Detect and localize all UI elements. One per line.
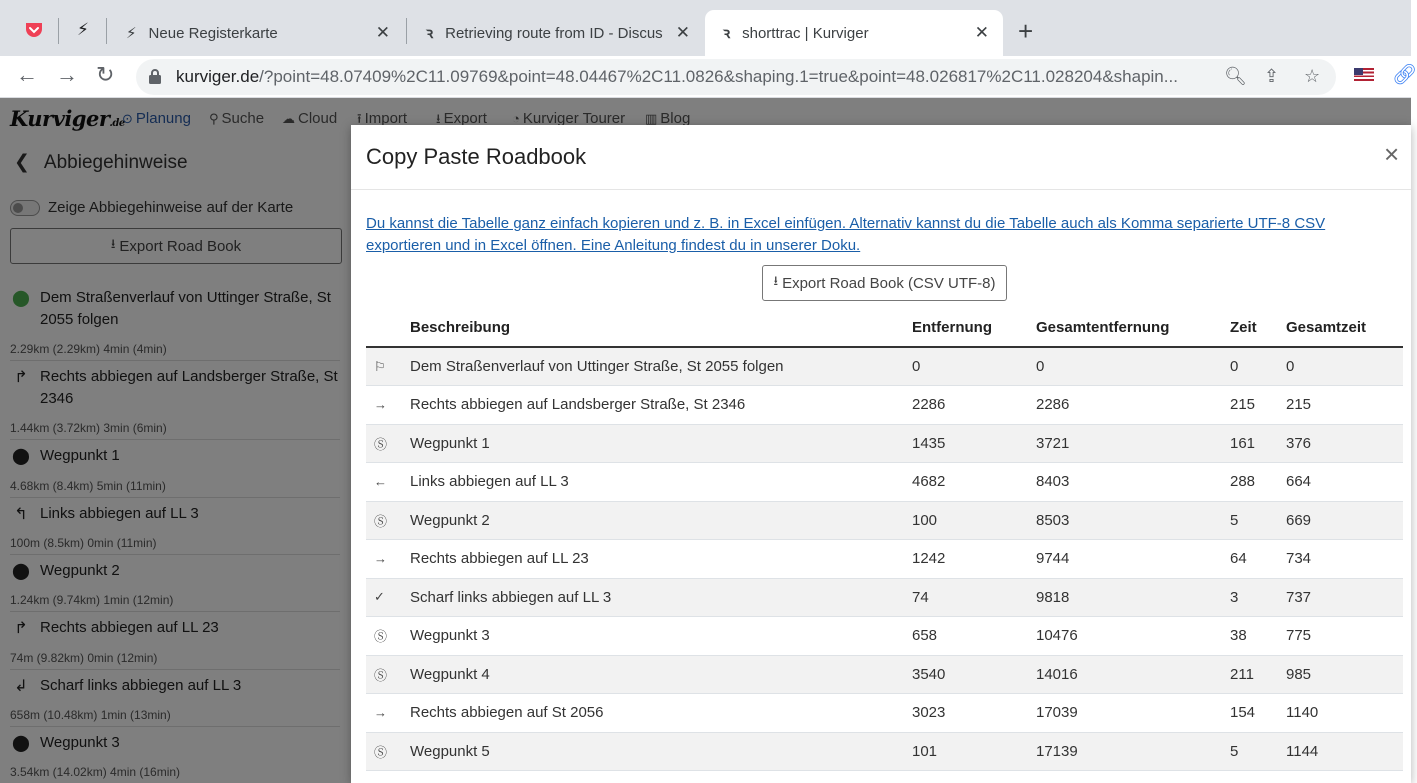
waypoint-icon: Ⓢ (366, 424, 410, 463)
cell-zeit: 38 (1230, 617, 1286, 656)
cell-entfernung: 3023 (912, 694, 1036, 733)
cell-gesamtentfernung: 9744 (1036, 540, 1230, 579)
close-icon[interactable]: ✕ (375, 23, 390, 42)
tab-title: shorttrac | Kurviger (742, 24, 869, 42)
arrow-right-icon: → (366, 386, 410, 425)
cell-beschreibung: Wegpunkt 2 (410, 501, 912, 540)
cell-gesamtzeit: 669 (1286, 501, 1403, 540)
arrow-left-icon: ← (366, 463, 410, 502)
tab-retrieving-route[interactable] (408, 10, 704, 56)
column-header-icon (366, 309, 410, 347)
waypoint-icon: Ⓢ (366, 501, 410, 540)
cell-gesamtzeit: 664 (1286, 463, 1403, 502)
cell-beschreibung: Links abbiegen auf LL 3 (410, 463, 912, 502)
table-row (366, 694, 1403, 733)
cell-gesamtzeit: 734 (1286, 540, 1403, 579)
cell-entfernung: 3540 (912, 655, 1036, 694)
reload-icon[interactable]: ↻ (96, 62, 115, 87)
cell-gesamtzeit: 775 (1286, 617, 1403, 656)
column-header-beschreibung: Beschreibung (410, 309, 912, 347)
cell-gesamtentfernung: 8403 (1036, 463, 1230, 502)
bookmark-star-icon[interactable]: ☆ (1304, 66, 1321, 86)
cell-zeit: 64 (1230, 540, 1286, 579)
table-row (366, 347, 1403, 386)
new-tab-plus-icon[interactable]: + (1018, 16, 1034, 46)
cell-zeit: 3 (1230, 578, 1286, 617)
close-icon[interactable]: ✕ (675, 23, 690, 42)
cell-entfernung: 1242 (912, 540, 1036, 579)
forward-arrow-icon[interactable]: → (56, 62, 78, 87)
cell-entfernung: 658 (912, 617, 1036, 656)
cell-zeit: 215 (1230, 386, 1286, 425)
back-arrow-icon[interactable]: ← (16, 62, 38, 87)
cell-gesamtzeit: 1140 (1286, 694, 1403, 733)
cell-gesamtzeit: 985 (1286, 655, 1403, 694)
cell-beschreibung: Rechts abbiegen auf LL 23 (410, 540, 912, 579)
table-row (366, 578, 1403, 617)
lock-icon[interactable] (148, 68, 162, 85)
cell-entfernung: 1435 (912, 424, 1036, 463)
divider (351, 189, 1411, 190)
cell-zeit: 0 (1230, 347, 1286, 386)
cell-gesamtentfernung: 17039 (1036, 694, 1230, 733)
tab-title: Retrieving route from ID - Discus (445, 24, 663, 42)
kurviger-icon: ꝛ (426, 25, 434, 42)
modal-title: Copy Paste Roadbook (366, 144, 587, 169)
omnibox[interactable] (136, 59, 1336, 95)
sharp-left-icon: ✓ (366, 578, 410, 617)
kurviger-app (0, 98, 1411, 783)
cell-gesamtentfernung: 9818 (1036, 578, 1230, 617)
browser-tab-bar (0, 0, 1411, 56)
cell-gesamtzeit: 376 (1286, 424, 1403, 463)
cell-zeit: 154 (1230, 694, 1286, 733)
cell-gesamtentfernung: 14016 (1036, 655, 1230, 694)
url-host: kurviger.de (176, 67, 260, 86)
cell-zeit: 5 (1230, 732, 1286, 771)
cell-zeit: 211 (1230, 655, 1286, 694)
table-row (366, 732, 1403, 771)
cell-zeit: 161 (1230, 424, 1286, 463)
cell-gesamtentfernung: 17139 (1036, 732, 1230, 771)
cell-gesamtzeit: 1144 (1286, 732, 1403, 771)
table-row (366, 386, 1403, 425)
tab-neue-registerkarte[interactable] (108, 10, 404, 56)
column-header-gesamtzeit: Gesamtzeit (1286, 309, 1403, 347)
share-icon[interactable]: ⇪ (1264, 66, 1280, 86)
column-header-gesamtentfernung: Gesamtentfernung (1036, 309, 1230, 347)
arrow-right-icon: → (366, 540, 410, 579)
cell-entfernung: 101 (912, 732, 1036, 771)
cell-gesamtentfernung: 10476 (1036, 617, 1230, 656)
export-csv-button[interactable] (762, 265, 1007, 301)
waypoint-icon: Ⓢ (366, 655, 410, 694)
waypoint-icon: Ⓢ (366, 732, 410, 771)
address-toolbar (0, 56, 1411, 98)
tab-title: Neue Registerkarte (148, 24, 278, 42)
cell-zeit: 5 (1230, 501, 1286, 540)
url-path: /?point=48.07409%2C11.09769&point=48.04467%2C11.0826&shaping.1=true&point=48.026817%2C11.028204&shapin... (259, 67, 1178, 86)
url-text[interactable] (176, 67, 1206, 87)
tab-separator (106, 18, 107, 44)
table-row (366, 463, 1403, 502)
lightning-icon: ⚡ (126, 25, 137, 42)
cell-beschreibung: Dem Straßenverlauf von Uttinger Straße, St 2055 folgen (410, 347, 912, 386)
cell-beschreibung: Scharf links abbiegen auf LL 3 (410, 578, 912, 617)
cell-entfernung: 2286 (912, 386, 1036, 425)
table-header-row (366, 309, 1403, 347)
button-label: Export Road Book (CSV UTF-8) (782, 274, 996, 292)
cell-beschreibung: Wegpunkt 1 (410, 424, 912, 463)
waypoint-icon: Ⓢ (366, 617, 410, 656)
cell-gesamtentfernung: 3721 (1036, 424, 1230, 463)
pinned-tab-lightning-icon[interactable]: ⚡ (77, 20, 89, 39)
us-flag-extension-icon[interactable] (1354, 68, 1374, 81)
close-icon[interactable]: ✕ (974, 23, 989, 42)
column-header-zeit: Zeit (1230, 309, 1286, 347)
copy-paste-roadbook-modal (351, 125, 1411, 783)
cell-gesamtentfernung: 8503 (1036, 501, 1230, 540)
tab-separator (406, 18, 407, 44)
cell-gesamtzeit: 0 (1286, 347, 1403, 386)
tab-shorttrac-kurviger[interactable] (705, 10, 1003, 56)
table-row (366, 424, 1403, 463)
close-icon[interactable]: × (1384, 139, 1400, 169)
cell-beschreibung: Rechts abbiegen auf St 2056 (410, 694, 912, 733)
cell-gesamtzeit: 215 (1286, 386, 1403, 425)
cell-entfernung: 74 (912, 578, 1036, 617)
cell-gesamtzeit: 737 (1286, 578, 1403, 617)
cell-entfernung: 0 (912, 347, 1036, 386)
pocket-icon[interactable] (18, 14, 50, 46)
kurviger-icon: ꝛ (723, 25, 731, 42)
cell-beschreibung: Wegpunkt 3 (410, 617, 912, 656)
flag-icon: ⚐ (366, 347, 410, 386)
documentation-link[interactable]: Du kannst die Tabelle ganz einfach kopieren und z. B. in Excel einfügen. Alternativ kannst du die Tabelle auch als Komma separierte UTF-8 CSV exportieren und in Excel öffnen. Eine Anleitung findest du in unserer Doku. (366, 215, 1326, 254)
cell-gesamtentfernung: 2286 (1036, 386, 1230, 425)
cell-beschreibung: Wegpunkt 5 (410, 732, 912, 771)
link-extension-icon[interactable]: 🔗︎ (1392, 64, 1417, 86)
table-row (366, 617, 1403, 656)
cell-entfernung: 4682 (912, 463, 1036, 502)
table-row (366, 501, 1403, 540)
cell-entfernung: 100 (912, 501, 1036, 540)
table-row (366, 655, 1403, 694)
tab-separator (58, 18, 59, 44)
table-row (366, 540, 1403, 579)
roadbook-table[interactable] (366, 309, 1403, 771)
cell-beschreibung: Wegpunkt 4 (410, 655, 912, 694)
download-icon: ⭳ (773, 273, 779, 288)
cell-beschreibung: Rechts abbiegen auf Landsberger Straße, St 2346 (410, 386, 912, 425)
zoom-icon[interactable]: 🔍︎ (1224, 66, 1247, 86)
cell-zeit: 288 (1230, 463, 1286, 502)
column-header-entfernung: Entfernung (912, 309, 1036, 347)
arrow-right-icon: → (366, 694, 410, 733)
cell-gesamtentfernung: 0 (1036, 347, 1230, 386)
